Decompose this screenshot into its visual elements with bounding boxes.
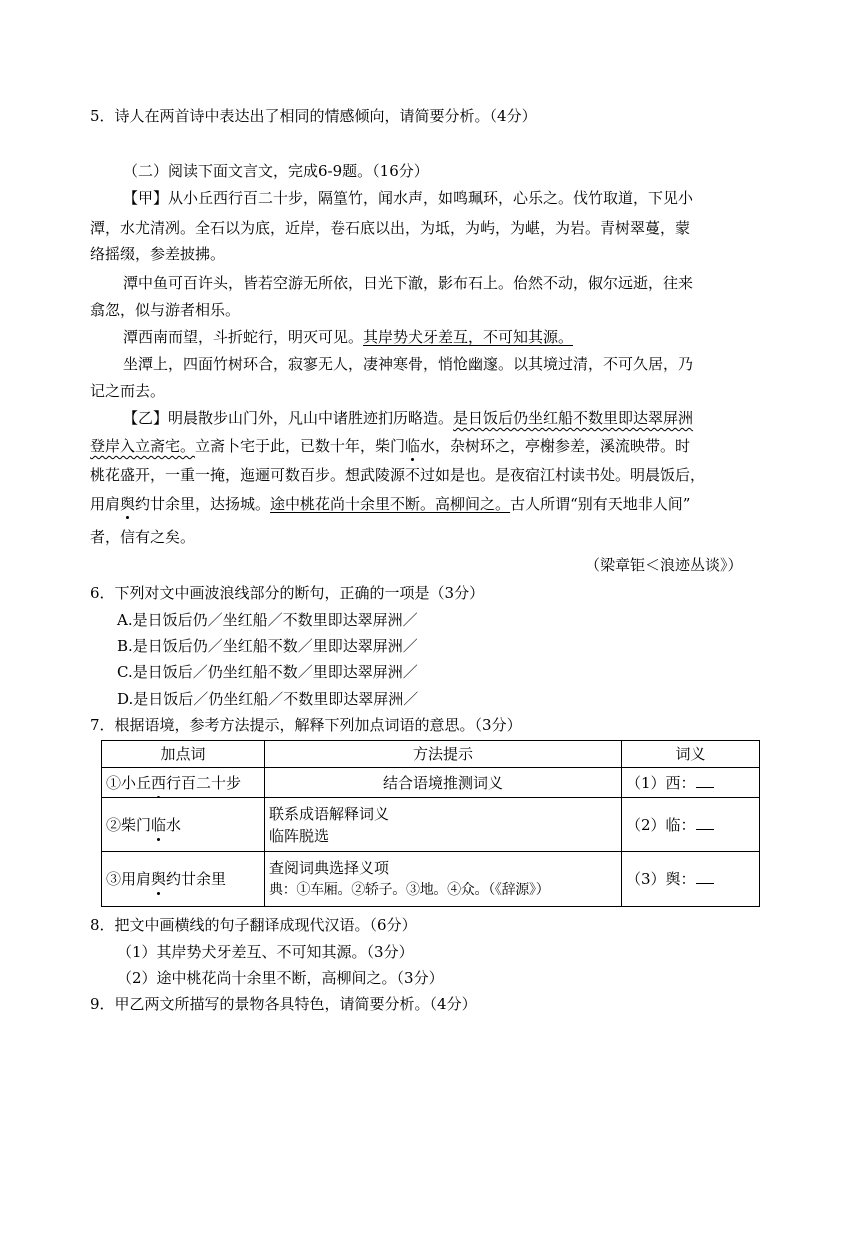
option-b: B.是日饭后仍／坐红船不数／里即达翠屏洲／ <box>117 637 418 655</box>
question-8-stem: 8．把文中画横线的句子翻译成现代汉语。（6分） <box>90 916 417 934</box>
passage-jia-line <box>123 327 573 347</box>
word-text: 水 <box>166 815 182 834</box>
table-header: 加点词 <box>102 741 265 768</box>
passage-text: 明晨散步山门外，凡山中诸胜迹扪历略造。 <box>168 409 454 427</box>
table-cell-answer <box>622 768 760 798</box>
method-line: 临阵脱选 <box>269 826 330 845</box>
passage-text: 潭中鱼可百许头，皆若空游无所依，日光下澈，影布石上。佁然不动，俶尔远逝，往来 <box>123 274 694 292</box>
answer-label: （1）西： <box>626 773 696 792</box>
source-citation: （梁章钜＜浪迹丛谈》） <box>585 556 743 574</box>
passage-yi-line <box>123 408 693 428</box>
passage-text: 者，信有之矣。 <box>90 528 196 546</box>
passage-jia-tag: 【甲】 <box>123 189 169 207</box>
passage-jia-line <box>123 188 693 208</box>
passage-text: 古人所谓“别有天地非人间” <box>510 495 691 513</box>
passage-text: 约廿余里，达扬城。 <box>135 495 271 513</box>
answer-blank[interactable] <box>696 773 714 788</box>
table-cell-answer <box>622 852 760 907</box>
question-9: 9．甲乙两文所描写的景物各具特色，请简要分析。（4分） <box>90 995 477 1013</box>
question-8-item-1: （1）其岸势犬牙差互、不可知其源。（3分） <box>117 943 414 961</box>
question-8-item-2: （2）途中桃花尚十余里不断，高柳间之。（3分） <box>117 969 444 987</box>
dotted-word: 西 <box>151 773 167 792</box>
method-line: 查阅词典选择义项 <box>269 859 390 877</box>
passage-text: 桃花盛开，一重一掩，迤逦可数百步。想武陵源不过如是也。是夜宿江村读书处。明晨饭后， <box>90 466 706 484</box>
passage-yi-tag: 【乙】 <box>123 409 169 427</box>
word-text: ①小丘 <box>106 773 152 792</box>
word-text: ③用肩 <box>106 870 152 888</box>
dotted-word-yu: 舆 <box>120 495 136 513</box>
word-text: ②柴门 <box>106 815 152 834</box>
question-5: 5．诗人在两首诗中表达出了相同的情感倾向，请简要分析。（4分） <box>90 107 537 125</box>
passage-text: 用肩 <box>90 495 121 513</box>
section-2-title: （二）阅读下面文言文，完成6-9题。（16分） <box>123 162 429 180</box>
table-row <box>102 852 760 907</box>
table-cell-method: 结合语境推测词义 <box>265 768 622 798</box>
method-line: 典：①车厢。②轿子。③地。④众。（《辞源》） <box>269 882 550 898</box>
table-row <box>102 798 760 852</box>
passage-yi-line <box>90 494 690 514</box>
word-text: 约廿余里 <box>166 870 227 888</box>
answer-label: （3）舆： <box>626 870 696 888</box>
dotted-word-lin: 临 <box>405 437 421 455</box>
passage-text: 立斋卜宅于此，已数十年，柴门 <box>195 437 406 455</box>
passage-text: 从小丘西行百二十步，隔篁竹，闻水声，如鸣珮环，心乐之。伐竹取道，下见小 <box>168 189 694 207</box>
option-a: A.是日饭后仍／坐红船／不数里即达翠屏洲／ <box>117 611 418 629</box>
table-cell-word <box>102 798 265 852</box>
table-cell-method <box>265 852 622 907</box>
table-cell-word <box>102 768 265 798</box>
passage-text: 记之而去。 <box>90 382 166 400</box>
table-cell-word <box>102 852 265 907</box>
option-d: D.是日饭后／仍坐红船／不数里即达翠屏洲／ <box>117 690 419 708</box>
passage-text: 络摇缀，参差披拂。 <box>90 245 226 263</box>
table-cell-method <box>265 798 622 852</box>
passage-text: 翕忽，似与游者相乐。 <box>90 301 241 319</box>
table-header-row <box>102 741 760 768</box>
passage-text: 潭，水尤清冽。全石以为底，近岸，卷石底以出，为坻，为屿，为嵁，为岩。青树翠蔓，蒙 <box>90 219 691 237</box>
answer-blank[interactable] <box>696 815 714 830</box>
question-7-stem: 7．根据语境，参考方法提示，解释下列加点词语的意思。（3分） <box>90 716 522 734</box>
option-c: C.是日饭后／仍坐红船不数／里即达翠屏洲／ <box>117 663 418 681</box>
passage-text: 潭西南而望，斗折蛇行，明灭可见。 <box>123 328 364 346</box>
passage-yi-line <box>90 436 690 456</box>
wavy-underlined-text: 登岸入立斋宅。 <box>90 437 196 455</box>
underlined-sentence-1: 其岸势犬牙差互，不可知其源。 <box>363 328 574 346</box>
dotted-word: 舆 <box>151 870 167 888</box>
vocab-table <box>101 740 760 907</box>
passage-text: 坐潭上，四面竹树环合，寂寥无人，凄神寒骨，悄怆幽邃。以其境过清，不可久居，乃 <box>123 355 694 373</box>
underlined-sentence-2: 途中桃花尚十余里不断。高柳间之。 <box>270 495 511 513</box>
answer-blank[interactable] <box>696 869 714 884</box>
question-6-stem: 6．下列对文中画波浪线部分的断句，正确的一项是（3分） <box>90 584 485 602</box>
table-header: 词义 <box>622 741 760 768</box>
method-line: 联系成语解释词义 <box>269 804 390 823</box>
table-cell-answer <box>622 798 760 852</box>
word-text: 行百二十步 <box>166 773 242 792</box>
table-row <box>102 768 760 798</box>
dotted-word: 临 <box>151 815 167 834</box>
table-header: 方法提示 <box>265 741 622 768</box>
wavy-underlined-text: 是日饭后仍坐红船不数里即达翠屏洲 <box>453 409 694 427</box>
answer-label: （2）临： <box>626 815 696 834</box>
passage-text: 水，杂树环之，亭榭参差，溪流映带。时 <box>420 437 691 455</box>
